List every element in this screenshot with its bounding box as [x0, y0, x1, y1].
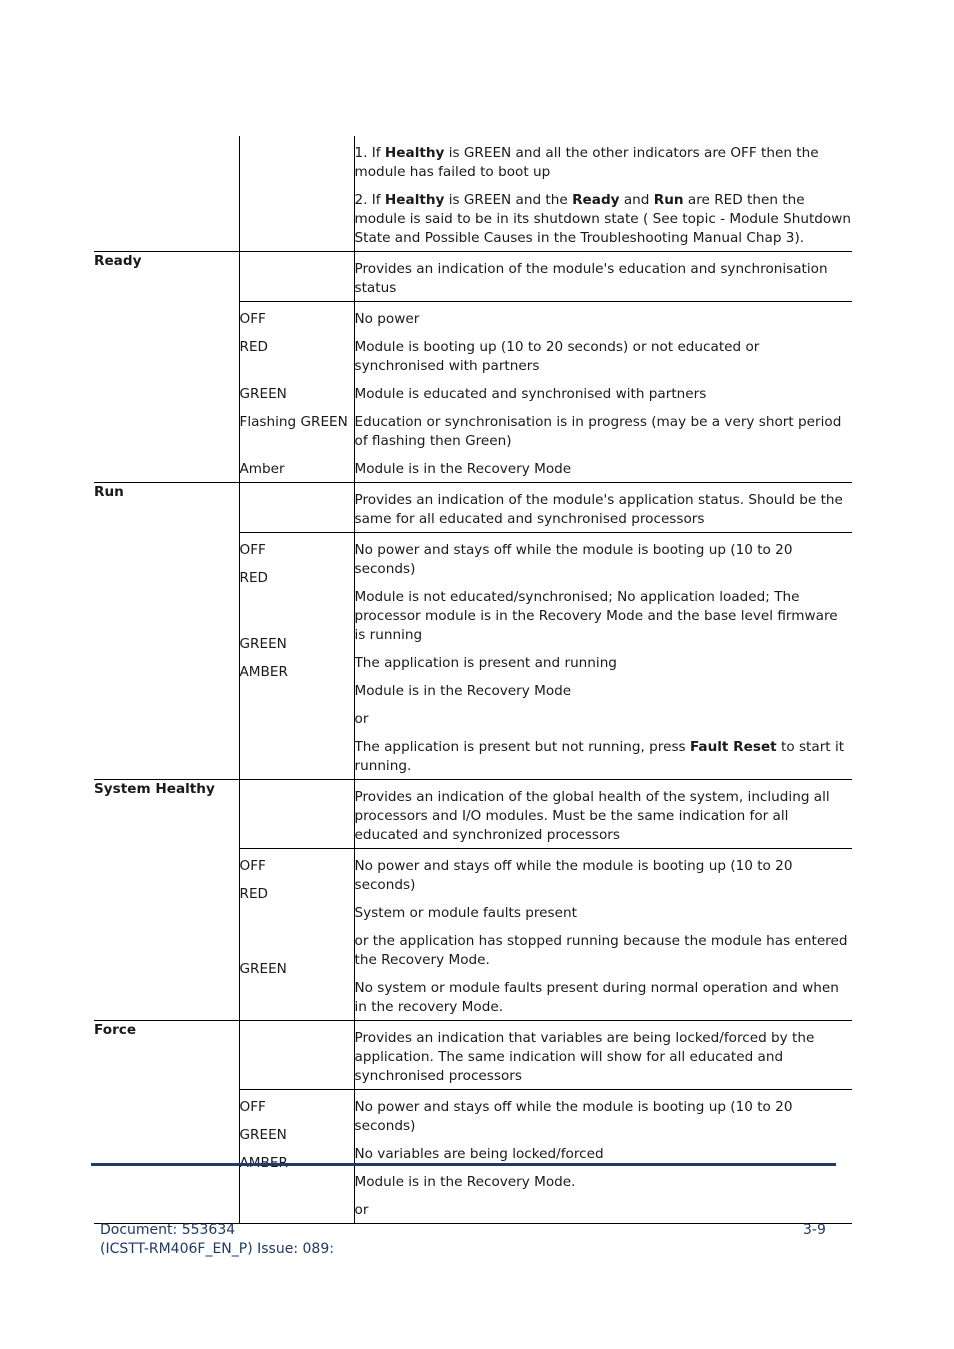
table-row-force-states: [94, 1090, 852, 1224]
table-row-system-healthy-summary: [94, 780, 852, 849]
indicator-table: [94, 136, 852, 1224]
force-desc-amber-or: or: [354, 1202, 369, 1218]
run-desc-off: No power and stays off while the module is booting up (10 to 20 seconds): [354, 542, 793, 577]
indicator-name-run: Run: [94, 483, 239, 533]
run-desc-green: The application is present and running: [354, 655, 617, 671]
footer-rule: [91, 1163, 836, 1166]
ready-summary: Provides an indication of the module's education and synchronisation status: [354, 261, 828, 296]
ready-desc-green: Module is educated and synchronised with partners: [354, 386, 707, 402]
ready-state-off: OFF: [239, 311, 266, 327]
force-state-green: GREEN: [239, 1127, 287, 1143]
healthy-note-1: 1. If Healthy is GREEN and all the other indicators are OFF then the module has failed to boot up: [354, 145, 819, 180]
run-desc-amber: Module is in the Recovery Mode: [354, 683, 572, 699]
run-summary: Provides an indication of the module's application status. Should be the same for all educated and synchronised processors: [354, 492, 843, 527]
ready-desc-red: Module is booting up (10 to 20 seconds) or not educated or synchronised with partners: [354, 339, 760, 374]
ready-state-amber: Amber: [239, 461, 285, 477]
run-desc-amber-or: or: [354, 711, 369, 727]
table-row-system-healthy-states: [94, 849, 852, 1021]
system-healthy-state-off: OFF: [239, 858, 266, 874]
table-row-ready-summary: [94, 252, 852, 302]
run-state-amber: AMBER: [239, 664, 288, 680]
system-healthy-state-green: GREEN: [239, 961, 287, 977]
ready-state-red: RED: [239, 339, 269, 355]
system-healthy-state-red: RED: [239, 886, 269, 902]
system-healthy-desc-off: No power and stays off while the module is booting up (10 to 20 seconds): [354, 858, 793, 893]
run-desc-red: Module is not educated/synchronised; No application loaded; The processor module is in the Recovery Mode and the base level firmware is running: [354, 589, 838, 643]
healthy-notes: [354, 136, 852, 252]
footer-document-info: [100, 1221, 334, 1259]
table-row-run-summary: [94, 483, 852, 533]
table-row-run-states: [94, 533, 852, 780]
force-state-off: OFF: [239, 1099, 266, 1115]
footer-document-number: Document: 553634: [100, 1222, 236, 1238]
indicator-name-system-healthy: System Healthy: [94, 780, 239, 849]
run-state-green: GREEN: [239, 636, 287, 652]
table-row-ready-states: [94, 302, 852, 483]
table-row-healthy-continued: [94, 136, 852, 252]
indicator-name-force: Force: [94, 1021, 239, 1090]
run-desc-amber-extra: The application is present but not running, press Fault Reset to start it running.: [354, 739, 845, 774]
system-healthy-desc-red-extra: or the application has stopped running because the module has entered the Recovery Mode.: [354, 933, 848, 968]
force-desc-off: No power and stays off while the module is booting up (10 to 20 seconds): [354, 1099, 793, 1134]
ready-desc-flashing-green: Education or synchronisation is in progress (may be a very short period of flashing then Green): [354, 414, 842, 449]
ready-state-green: GREEN: [239, 386, 287, 402]
indicator-name-ready: Ready: [94, 252, 239, 302]
run-state-off: OFF: [239, 542, 266, 558]
footer-page-number: 3-9: [803, 1222, 826, 1238]
force-desc-green: No variables are being locked/forced: [354, 1146, 604, 1162]
force-summary: Provides an indication that variables are being locked/forced by the application. The same indication will show for all educated and synchronised processors: [354, 1030, 815, 1084]
system-healthy-desc-red: System or module faults present: [354, 905, 577, 921]
run-state-red: RED: [239, 570, 269, 586]
system-healthy-desc-green: No system or module faults present during normal operation and when in the recovery Mode.: [354, 980, 839, 1015]
table-row-force-summary: [94, 1021, 852, 1090]
system-healthy-summary: Provides an indication of the global health of the system, including all processors and I/O modules. Must be the same indication for all educated and synchronized processors: [354, 789, 830, 843]
footer-issue: (ICSTT-RM406F_EN_P) Issue: 089:: [100, 1241, 334, 1257]
ready-desc-off: No power: [354, 311, 420, 327]
ready-desc-amber: Module is in the Recovery Mode: [354, 461, 572, 477]
healthy-note-2: 2. If Healthy is GREEN and the Ready and Run are RED then the module is said to be in its shutdown state ( See topic - Module Shutdown State and Possible Causes in the Troubleshooting Manual Chap 3).: [354, 192, 851, 246]
force-desc-amber: Module is in the Recovery Mode.: [354, 1174, 576, 1190]
ready-state-flashing-green: Flashing GREEN: [239, 414, 348, 430]
